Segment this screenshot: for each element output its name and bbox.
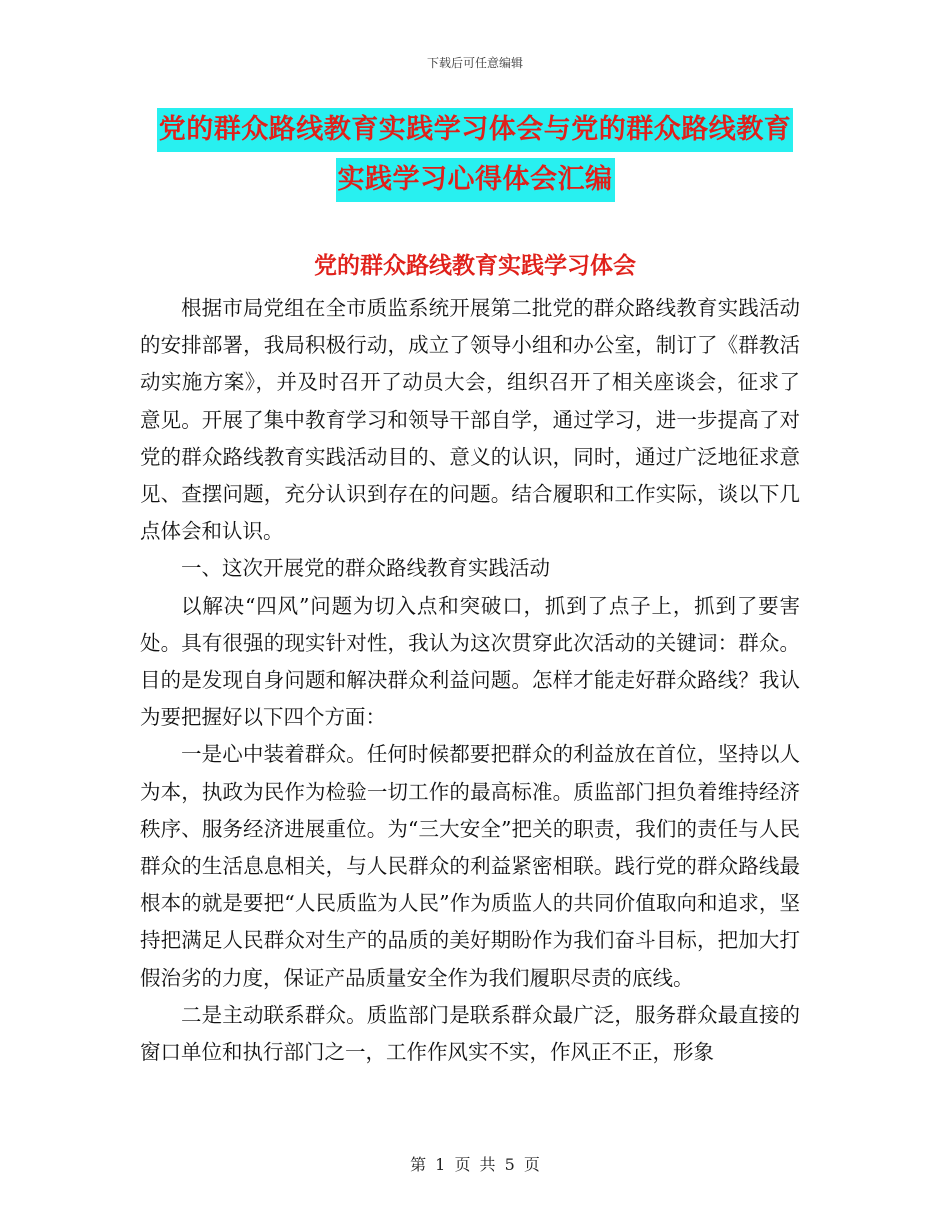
section-subtitle: 党的群众路线教育实践学习体会 — [314, 253, 636, 279]
document-title — [140, 108, 810, 208]
paragraph-4: 一是心中装着群众。任何时候都要把群众的利益放在首位，坚持以人为本，执政为民作为检验一切工作的最高标准。质监部门担负着维持经济秩序、服务经济进展重位。为“三大安全”把关的职责，我们的责任与人民群众的生活息息相关，与人民群众的利益紧密相联。践行党的群众路线最根本的就是要把“人民质监为人民”作为质监人的共同价值取向和追求，坚持把满足人民群众对生产的品质的美好期盼作为我们奋斗目标，把加大打假治劣的力度，保证产品质量安全作为我们履职尽责的底线。 — [140, 742, 800, 990]
document-body — [140, 290, 800, 1071]
title-line-2: 实践学习心得体会汇编 — [336, 158, 615, 202]
paragraph-3: 以解决“四风”问题为切入点和突破口，抓到了点子上，抓到了要害处。具有很强的现实针对性，我认为这次贯穿此次活动的关键词：群众。目的是发现自身问题和解决群众利益问题。怎样才能走好群众路线？我认为要把握好以下四个方面： — [140, 593, 800, 730]
paragraph-2: 一、这次开展党的群众路线教育实践活动 — [181, 556, 550, 581]
paragraph-1: 根据市局党组在全市质监系统开展第二批党的群众路线教育实践活动的安排部署，我局积极行动，成立了领导小组和办公室，制订了《群教活动实施方案》，并及时召开了动员大会，组织召开了相关座谈会，征求了意见。开展了集中教育学习和领导干部自学，通过学习，进一步提高了对党的群众路线教育实践活动目的、意义的认识，同时，通过广泛地征求意见、查摆问题，充分认识到存在的问题。结合履职和工作实际，谈以下几点体会和认识。 — [140, 296, 800, 544]
page-header-note: 下载后可任意编辑 — [426, 56, 523, 70]
paragraph-5: 二是主动联系群众。质监部门是联系群众最广泛，服务群众最直接的窗口单位和执行部门之一，工作作风实不实，作风正不正，形象 — [140, 1002, 800, 1065]
page-number-footer: 第 1 页 共 5 页 — [410, 1155, 540, 1174]
title-line-1: 党的群众路线教育实践学习体会与党的群众路线教育 — [157, 108, 794, 152]
